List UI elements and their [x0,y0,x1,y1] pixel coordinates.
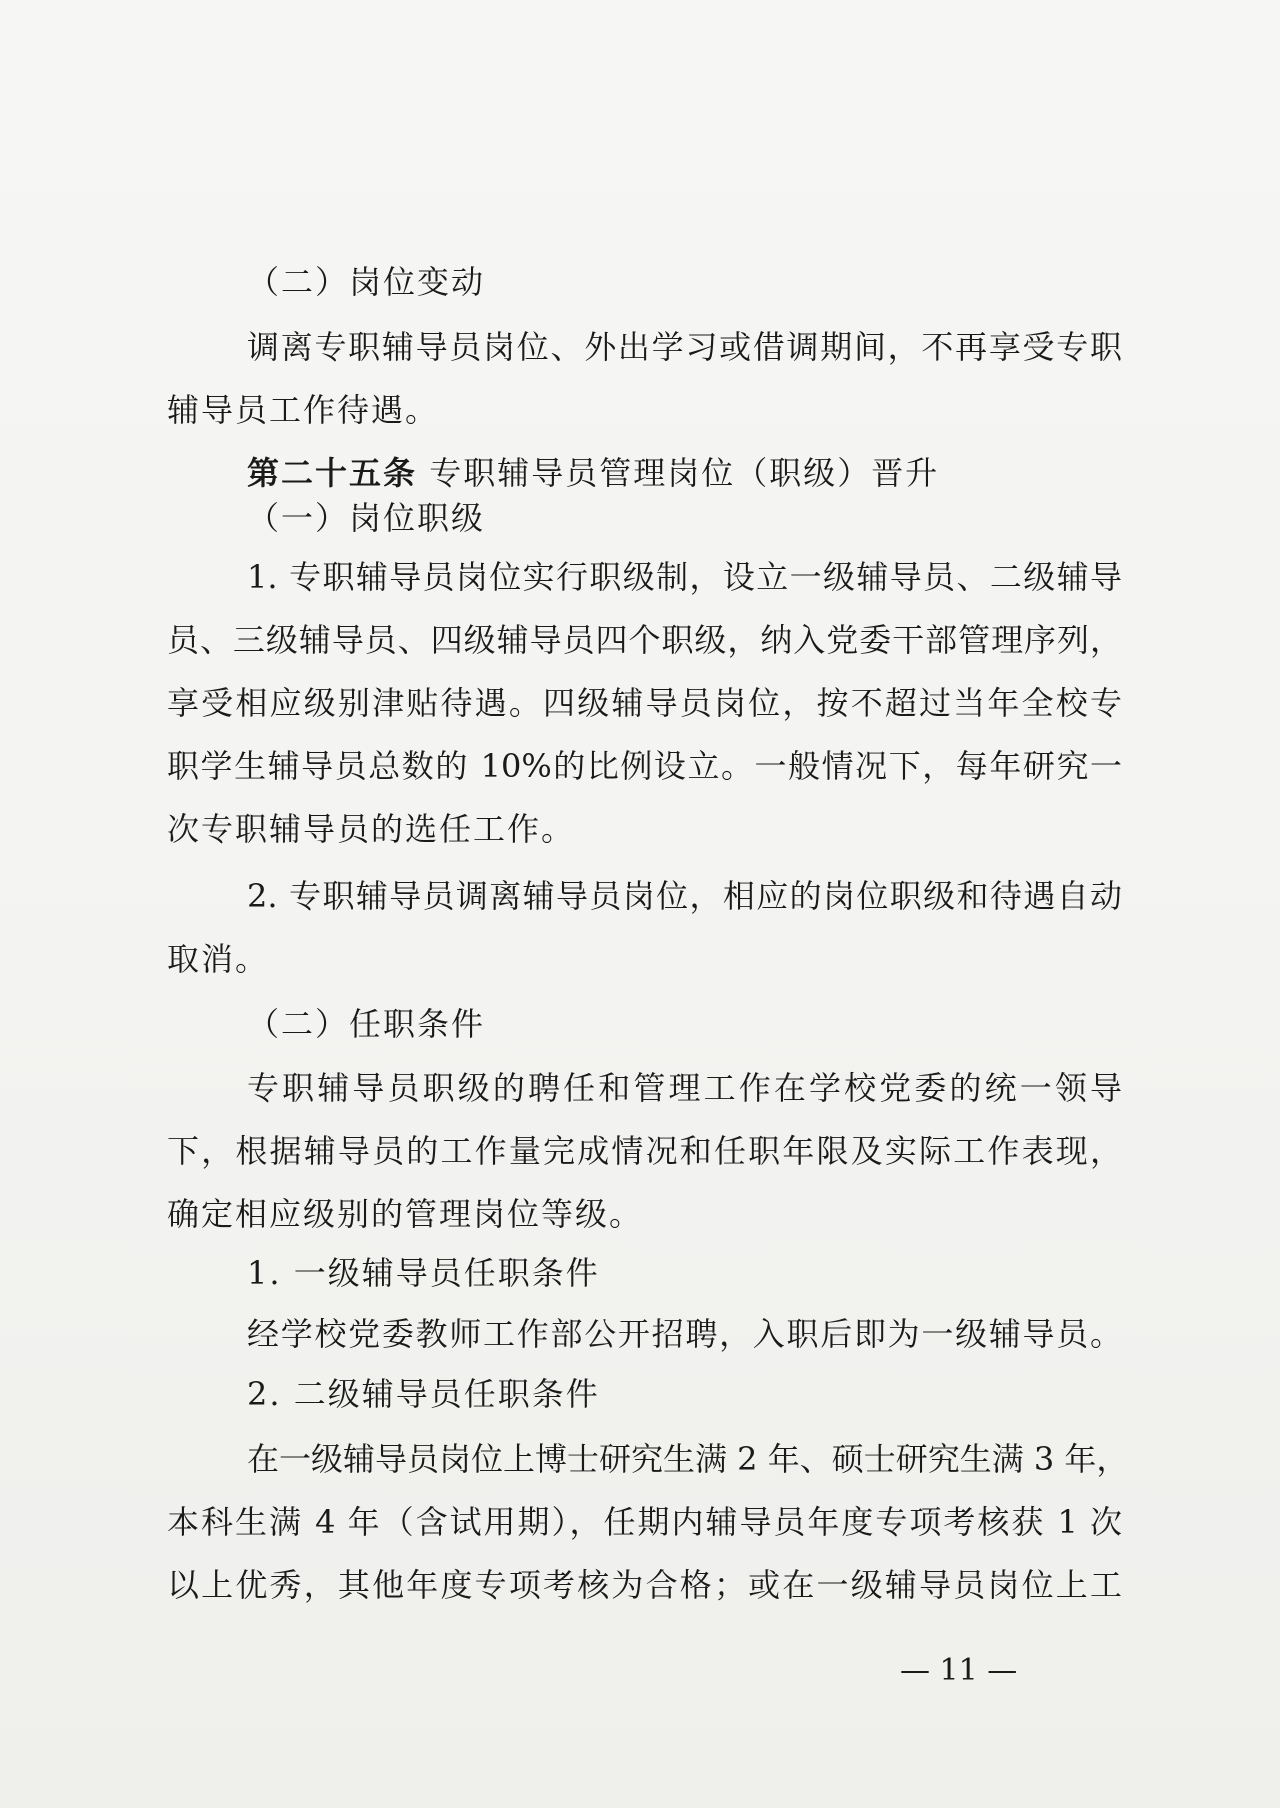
page-number: — 11 — [900,1653,1018,1688]
paragraph-line: 次专职辅导员的选任工作。 [167,810,576,848]
section-heading-qualifications: （二）任职条件 [247,1005,486,1043]
article-heading [247,453,1122,493]
paragraph-line: 2. 专职辅导员调离辅导员岗位，相应的岗位职级和待遇自动 [247,877,1122,915]
paragraph-line: 调离专职辅导员岗位、外出学习或借调期间，不再享受专职 [247,328,1122,366]
paragraph-line: 确定相应级别的管理岗位等级。 [167,1195,644,1233]
paragraph-line: 专职辅导员职级的聘任和管理工作在学校党委的统一领导 [247,1069,1122,1107]
paragraph-line: 以上优秀，其他年度专项考核为合格；或在一级辅导员岗位上工 [167,1566,1122,1604]
paragraph-line: 在一级辅导员岗位上博士研究生满 2 年、硕士研究生满 3 年， [247,1440,1129,1478]
paragraph-line: 本科生满 4 年（含试用期），任期内辅导员年度专项考核获 1 次 [167,1503,1122,1541]
paragraph-line: 经学校党委教师工作部公开招聘，入职后即为一级辅导员。 [247,1315,1122,1353]
paragraph-line: 辅导员工作待遇。 [167,391,440,429]
article-title: 专职辅导员管理岗位（职级）晋升 [429,454,940,492]
subsection-heading-level-one: 1. 一级辅导员任职条件 [247,1254,600,1292]
article-label: 第二十五条 [247,454,418,492]
paragraph-line: 享受相应级别津贴待遇。四级辅导员岗位，按不超过当年全校专 [167,684,1122,722]
text-line: （二）岗位变动 [247,263,486,301]
section-heading-job-rank: （一）岗位职级 [247,499,486,537]
paragraph-line: 员、三级辅导员、四级辅导员四个职级，纳入党委干部管理序列， [167,621,1122,659]
subsection-heading-level-two: 2. 二级辅导员任职条件 [247,1375,600,1413]
section-heading-position-change [247,262,1122,302]
paragraph-line: 1. 专职辅导员岗位实行职级制，设立一级辅导员、二级辅导 [247,558,1122,596]
paragraph-line: 职学生辅导员总数的 10%的比例设立。一般情况下，每年研究一 [167,747,1122,785]
paragraph-line: 取消。 [167,940,270,978]
paragraph-line: 下，根据辅导员的工作量完成情况和任职年限及实际工作表现， [167,1132,1122,1170]
